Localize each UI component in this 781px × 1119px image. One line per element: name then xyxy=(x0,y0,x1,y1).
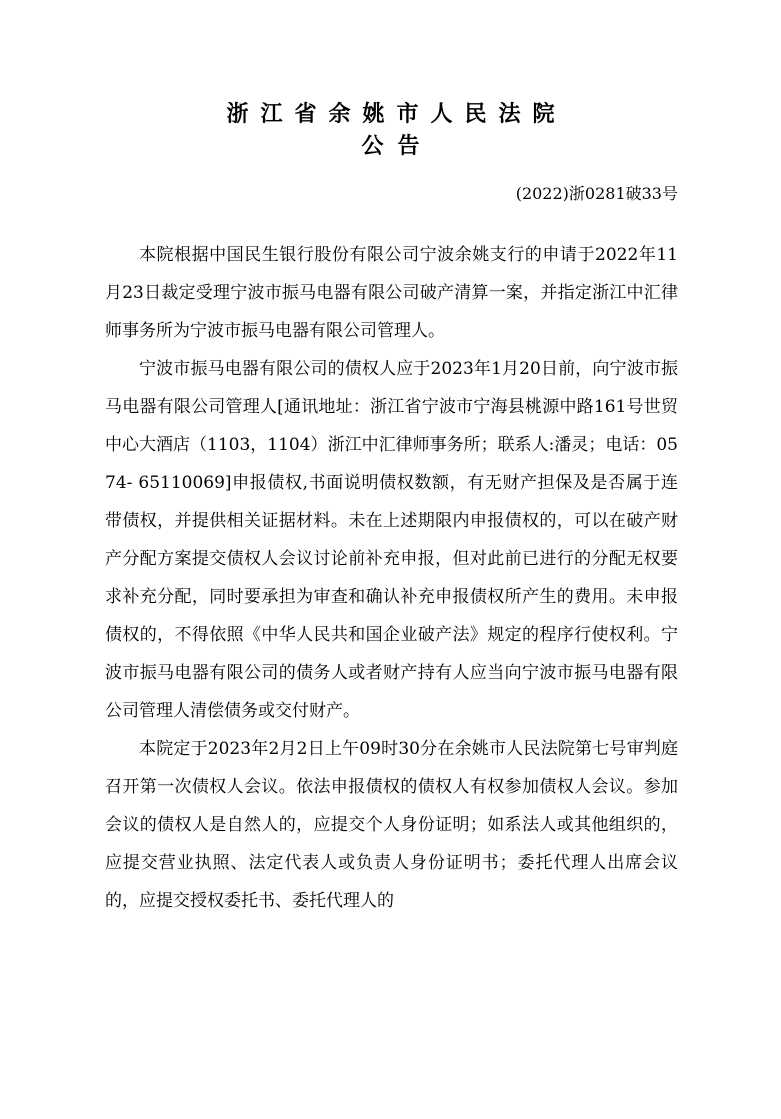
paragraph-claim-declaration: 宁波市振马电器有限公司的债权人应于2023年1月20日前，向宁波市振马电器有限公司管理人[通讯地址：浙江省宁波市宁海县桃源中路161号世贸中心大酒店（1103，1104）浙江中汇律师事务所；联系人:潘灵；电话：0574- 65110069]申报债权,书面说明债权数额，有无财产担保及是否属于连带债权，并提供相关证据材料。未在上述期限内申报债权的，可以在破产财产分配方案提交债权人会议讨论前补充申报，但对此前已进行的分配无权要求补充分配，同时要承担为审查和确认补充申报债权所产生的费用。未申报债权的，不得依照《中华人民共和国企业破产法》规定的程序行使权利。宁波市振马电器有限公司的债务人或者财产持有人应当向宁波市振马电器有限公司管理人清偿债务或交付财产。 xyxy=(105,359,678,721)
paragraph-creditors-meeting: 本院定于2023年2月2日上午09时30分在余姚市人民法院第七号审判庭召开第一次债权人会议。依法申报债权的债权人有权参加债权人会议。参加会议的债权人是自然人的，应提交个人身份证明；如系法人或其他组织的，应提交营业执照、法定代表人或负责人身份证明书；委托代理人出席会议的，应提交授权委托书、委托代理人的 xyxy=(105,739,678,911)
notice-body xyxy=(105,236,678,920)
court-name: 浙江省余姚市人民法院 xyxy=(226,102,567,127)
notice-title: 公告 xyxy=(361,134,434,159)
paragraph-acceptance: 本院根据中国民生银行股份有限公司宁波余姚支行的申请于2022年11月23日裁定受理宁波市振马电器有限公司破产清算一案，并指定浙江中汇律师事务所为宁波市振马电器有限公司管理人。 xyxy=(105,245,678,341)
case-number: (2022)浙0281破33号 xyxy=(515,184,678,203)
